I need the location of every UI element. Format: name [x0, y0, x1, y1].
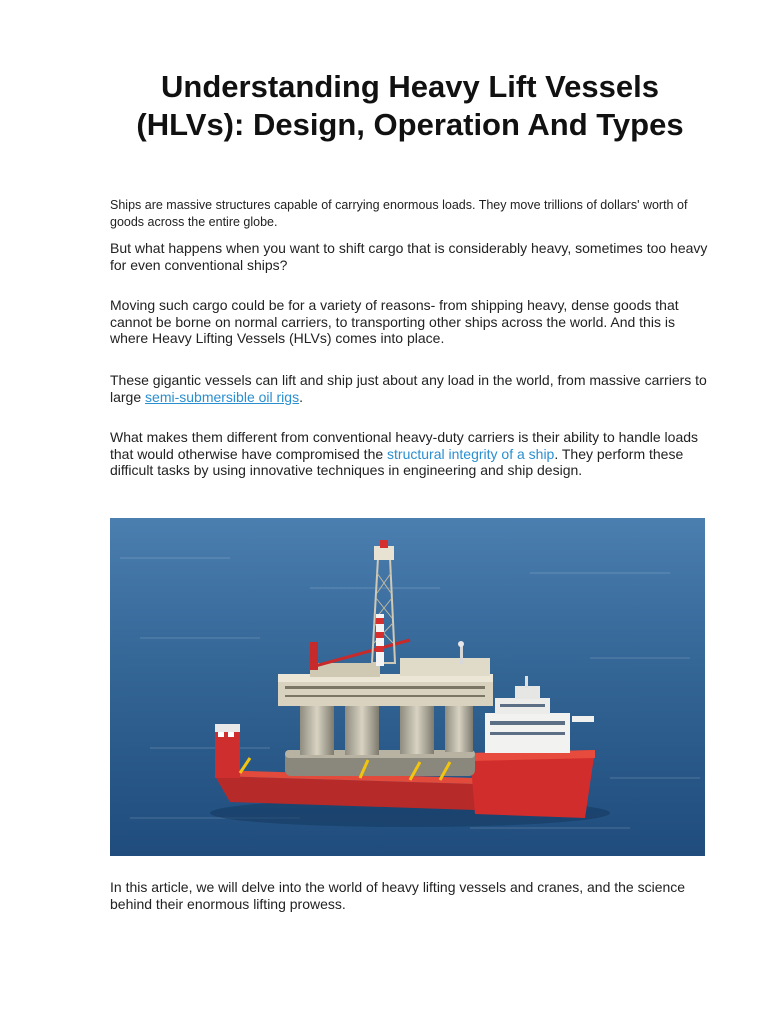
paragraph-difference-text: What makes them different from conventional heavy-duty carriers is their ability to handle loads that would otherwise have compromised the: [110, 429, 699, 462]
structural-integrity-link[interactable]: structural integrity of a ship: [387, 445, 555, 462]
paragraph-difference: [110, 429, 710, 479]
paragraph-intro: Ships are massive structures capable of carrying enormous loads. They move trillions of dollars' worth of goods across the entire globe.: [110, 198, 688, 229]
page-title: Understanding Heavy Lift Vessels (HLVs): Design, Operation And Types: [136, 69, 684, 142]
heavy-lift-vessel-photo: [110, 518, 705, 856]
paragraph-difference-end: . They perform these difficult tasks by using innovative techniques in engineering and ship design.: [110, 445, 684, 478]
paragraph-gigantic: [110, 372, 710, 405]
paragraph-gigantic-end: .: [299, 388, 303, 405]
paragraph-conclusion: In this article, we will delve into the world of heavy lifting vessels and cranes, and the science behind their enormous lifting prowess.: [110, 879, 686, 912]
paragraph-gigantic-text: These gigantic vessels can lift and ship just about any load in the world, from massive carriers to large: [110, 372, 707, 405]
paragraph-reasons: Moving such cargo could be for a variety of reasons- from shipping heavy, dense goods that cannot be borne on normal carriers, to transporting other ships across the world. And this is where Heavy Lifting Vessels (HLVs) comes into place.: [110, 297, 679, 346]
paragraph-question: But what happens when you want to shift cargo that is considerably heavy, sometimes too heavy for even conventional ships?: [110, 240, 708, 273]
semi-submersible-link[interactable]: semi-submersible oil rigs: [145, 388, 300, 405]
